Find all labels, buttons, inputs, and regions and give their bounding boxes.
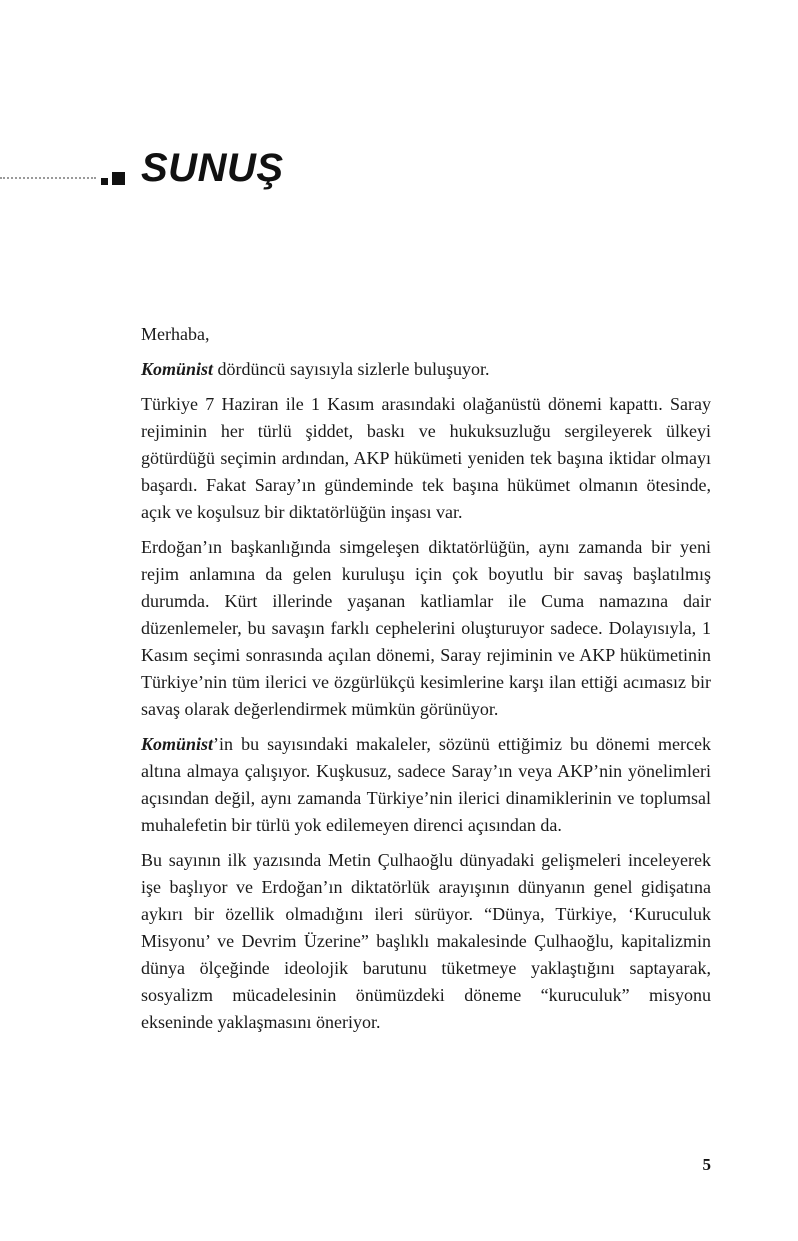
paragraph-text: Bu sayının ilk yazısında Metin Çulhaoğlu dünyadaki gelişmeleri inceleyerek işe başlıyor ve Erdoğan’ın diktatörlük arayışının dünyanın genel gidişatına aykırı bir özellik olmadığını ileri sürüyor. “Dünya, Türkiye, ‘Kuruculuk Misyonu’ ve Devrim Üzerine” başlıklı makalesinde Çulhaoğlu, kapitalizmin dünya ölçeğinde ideolojik barutunu tüketmeye yaklaştığını saptayarak, sosyalizm mücadelesinin önümüzdeki döneme “kuruculuk” misyonu ekseninde yaklaşmasını öneriyor. bbox=[141, 850, 711, 1032]
paragraph-text: Türkiye 7 Haziran ile 1 Kasım arasındaki olağanüstü dönemi kapattı. Saray rejiminin her türlü şiddet, baskı ve hukuksuzluğu sergileyerek ülkeyi götürdüğü seçimin ardından, AKP hükümeti yeniden tek başına iktidar olmayı başardı. Fakat Saray’ın gündeminde tek başına hükümet olmanın ötesinde, açık ve koşulsuz bir diktatörlüğün inşası var. bbox=[141, 394, 711, 522]
square-bullet-large-icon bbox=[112, 172, 125, 185]
paragraph bbox=[141, 391, 711, 526]
page-number: 5 bbox=[702, 1155, 711, 1174]
page-title: SUNUŞ bbox=[141, 146, 284, 190]
paragraph-text: ’in bu sayısındaki makaleler, sözünü ettiğimiz bu dönemi mercek altına almaya çalışıyor. Kuşkusuz, sadece Saray’ın veya AKP’nin yönelimleri açısından değil, aynı zamanda Türkiye’nin ilerici dinamiklerinin ve toplumsal muhalefetin bir türlü yok edilemeyen direnci açısından da. bbox=[141, 734, 711, 835]
paragraph-text: dördüncü sayısıyla sizlerle buluşuyor. bbox=[213, 359, 490, 379]
emphasis-lead: Komünist bbox=[141, 359, 214, 379]
emphasis-lead: Komünist bbox=[141, 734, 214, 754]
body-text bbox=[141, 321, 711, 1044]
paragraph bbox=[141, 731, 711, 839]
square-bullet-small-icon bbox=[101, 178, 108, 185]
paragraph-text: Erdoğan’ın başkanlığında simgeleşen diktatörlüğün, aynı zamanda bir yeni rejim anlamına da gelen kuruluşu için çok boyutlu bir savaş başlatılmış durumda. Kürt illerinde yaşanan katliamlar ile Cuma namazına dair düzenlemeler, bu savaşın farklı cephelerini oluşturuyor sadece. Dolayısıyla, 1 Kasım seçimi sonrasında açılan dönemi, Saray rejiminin ve AKP hükümetinin Türkiye’nin tüm ilerici ve özgürlükçü kesimlerine karşı ilan ettiği acımasız bir savaş olarak değerlendirmek mümkün görünüyor. bbox=[141, 537, 711, 719]
paragraph-text: Merhaba, bbox=[141, 324, 210, 344]
paragraph bbox=[141, 321, 711, 348]
paragraph bbox=[141, 534, 711, 723]
paragraph bbox=[141, 847, 711, 1036]
title-ornament bbox=[0, 162, 132, 188]
dotted-rule bbox=[0, 177, 96, 179]
paragraph bbox=[141, 356, 711, 383]
